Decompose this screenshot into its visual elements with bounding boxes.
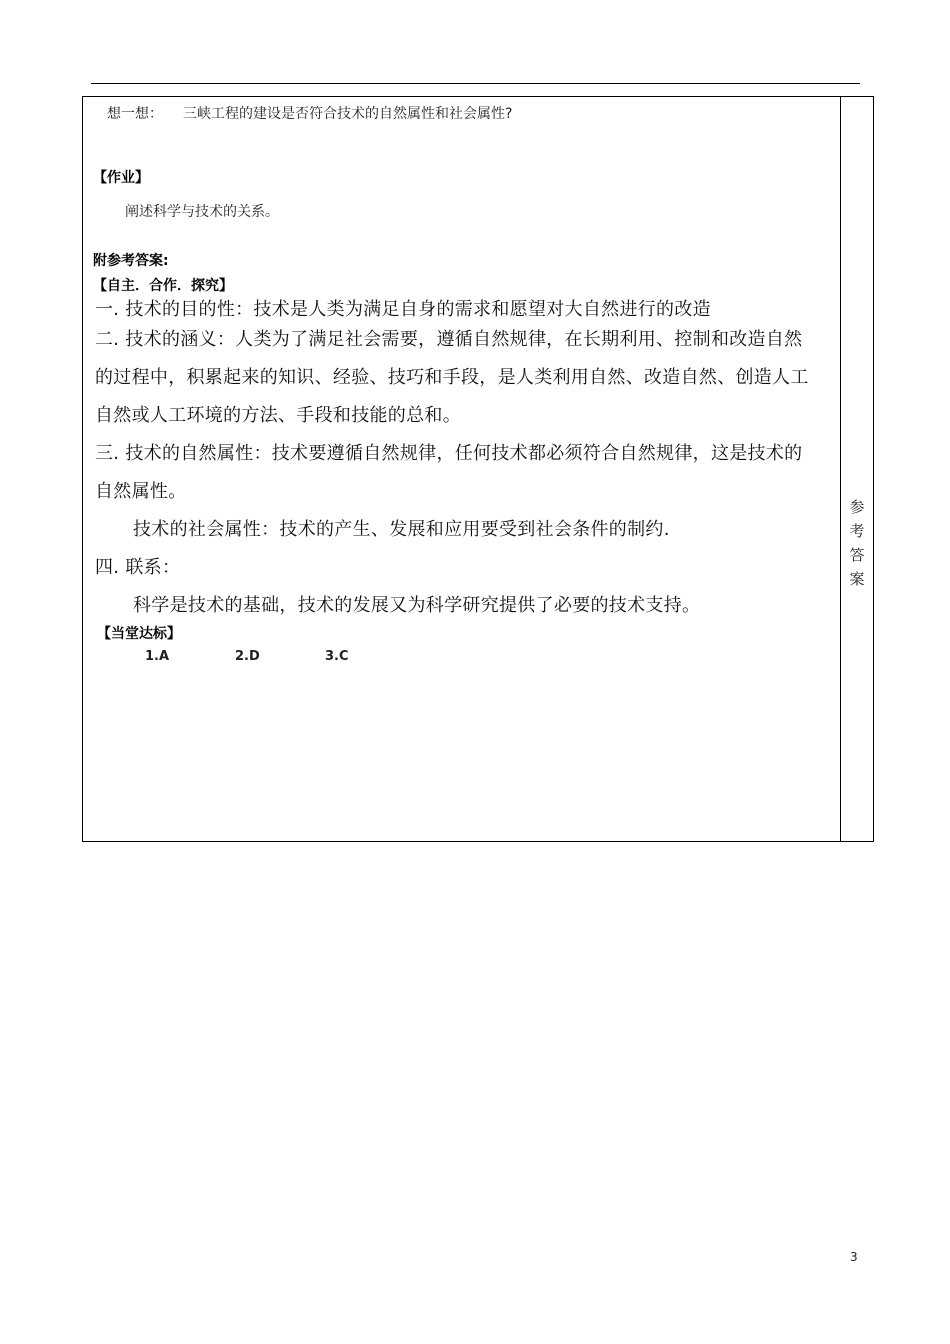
side-label-char: 答 (849, 546, 865, 564)
section-heading: 【自主．合作．探究】 (93, 278, 233, 294)
reflection-question: 三峡工程的建设是否符合技术的自然属性和社会属性? (183, 106, 513, 122)
homework-heading: 【作业】 (93, 170, 149, 186)
answer-line: 四. 联系： (95, 557, 181, 578)
answer-line: 二. 技术的涵义：人类为了满足社会需要，遵循自然规律，在长期利用、控制和改造自然 (95, 329, 803, 350)
answers-heading: 附参考答案: (93, 253, 169, 269)
answer-line: 的过程中，积累起来的知识、经验、技巧和手段，是人类利用自然、改造自然、创造人工 (95, 367, 809, 388)
answer-line: 自然或人工环境的方法、手段和技能的总和。 (95, 405, 461, 426)
page-number: 3 (850, 1250, 858, 1264)
answer-line: 技术的社会属性：技术的产生、发展和应用要受到社会条件的制约. (133, 519, 670, 540)
side-column (840, 97, 873, 841)
practice-answer: 3.C (325, 649, 349, 664)
side-label-char: 案 (849, 570, 865, 588)
practice-answer: 2.D (235, 649, 260, 664)
practice-heading: 【当堂达标】 (97, 626, 181, 642)
header-rule (91, 83, 860, 84)
side-label-char: 考 (849, 522, 865, 540)
side-label (841, 495, 873, 591)
answer-line: 科学是技术的基础，技术的发展又为科学研究提供了必要的技术支持。 (133, 595, 701, 616)
answer-table (82, 96, 874, 842)
answer-line: 一. 技术的目的性：技术是人类为满足自身的需求和愿望对大自然进行的改造 (95, 299, 711, 320)
reflection-label: 想一想： (107, 106, 163, 122)
homework-task: 阐述科学与技术的关系。 (125, 204, 279, 220)
answer-line: 自然属性。 (95, 481, 187, 502)
side-label-char: 参 (849, 498, 865, 516)
answer-line: 三. 技术的自然属性：技术要遵循自然规律，任何技术都必须符合自然规律，这是技术的 (95, 443, 803, 464)
practice-answer: 1.A (145, 649, 170, 664)
